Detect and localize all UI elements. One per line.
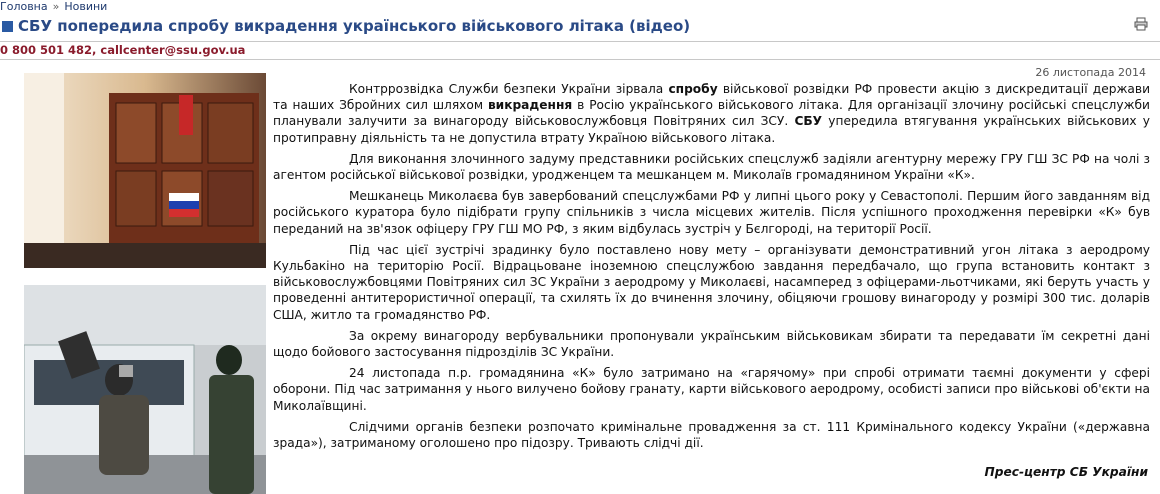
p1-text-c: військової розвідки РФ провести акцію з дискредитації держави та наших Збройних сил шляхом <box>273 82 1151 113</box>
article-paragraph-4: Під час цієї зустрічі зрадинку було поставлено нову мету – організувати демонстративний угон літака з аеродрому Кульбакіно на територію Росії. Відрацьоване іноземною спецслужбою завдання передбачало, що група встановить контакт з військовослужбовцями Повітряних сил ЗС України з аеродрому у Миколаєві, насамперед з офіцерами-льотчиками, які беруть участь у проведенні антитерористичної операції, та схилять їх до вчинення злочину, обіцяючи грошову винагороду у розмірі 300 тис. доларів США, житло та громадянство РФ. <box>273 242 1150 322</box>
article-paragraph-5: За окрему винагороду вербувальники пропонували українським військовикам збирати та передавати їм секретні дані щодо бойового застосування підрозділів ЗС України. <box>273 328 1150 360</box>
p1-highlight-vykradennia: викрадення <box>487 98 573 113</box>
p1-highlight-sbu: СБУ <box>794 114 823 129</box>
article-paragraph-1 <box>273 81 1150 146</box>
print-icon[interactable] <box>1134 17 1148 31</box>
article-paragraph-2: Для виконання злочинного задуму представники російських спецслужб задіяли агентурну мережу ГРУ ГШ ЗС РФ на чолі з агентом російської військової розвідки, уродженцем та мешканцем м. Миколаїв громадянином України «К». <box>273 151 1150 183</box>
arrest-photo-illustration <box>24 285 266 494</box>
title-row <box>0 16 690 36</box>
p1-highlight-sproba: спробу <box>668 82 718 96</box>
page-title: СБУ попередила спробу викрадення українського військового літака (відео) <box>18 17 691 35</box>
article-body <box>273 81 1150 456</box>
square-bullet-icon <box>2 21 13 32</box>
breadcrumb-news-link[interactable]: Новини <box>64 0 108 13</box>
article-signature: Прес-центр СБ України <box>984 465 1148 479</box>
breadcrumb <box>0 0 107 14</box>
breadcrumb-home-link[interactable]: Головна <box>0 0 48 13</box>
breadcrumb-separator: » <box>52 0 60 13</box>
contact-bar[interactable]: 0 800 501 482, callcenter@ssu.gov.ua <box>0 41 1160 60</box>
p1-text-g: упередила втягування українських військових у протиправну діяльність та не допустила втрату Україною військового літака. <box>273 114 1150 145</box>
room-photo-illustration <box>24 73 266 268</box>
p1-text-e: в Росію українського військового літака. Для організації злочину російські спецслужби планували залучити за винагороду військовослужбовця Повітряних сил ЗСУ. <box>273 98 1150 129</box>
article-paragraph-6: 24 листопада п.р. громадянина «К» було затримано на «гарячому» при спробі отримати таємні документи у сфері оборони. Під час затримання у нього вилучено бойову гранату, карти військового аеродрому, особисті записи про військові об'єкти на Миколаївщині. <box>273 366 1150 413</box>
p1-text-a: Контррозвідка Служби безпеки України зірвала <box>349 82 669 96</box>
article-paragraph-3: Мешканець Миколаєва був завербований спецслужбами РФ у липні цього року у Севастополі. Першим його завданням від російського куратора було підібрати групу спільників з числа місцевих жителів. Після успішного проходження перевірки «К» був переданий на зв'язок офіцеру ГРУ ГШ МО РФ, з яким відбулась зустріч у Бєлгороді, на території Росії. <box>273 189 1150 236</box>
article-photo-room <box>24 73 266 268</box>
article-photo-arrest <box>24 285 266 494</box>
article-date: 26 листопада 2014 <box>1035 66 1146 79</box>
article-paragraph-7: Слідчими органів безпеки розпочато кримінальне провадження за ст. 111 Кримінального кодексу України («державна зрада»), затриманому оголошено про підозру. Тривають слідчі дії. <box>273 419 1150 451</box>
